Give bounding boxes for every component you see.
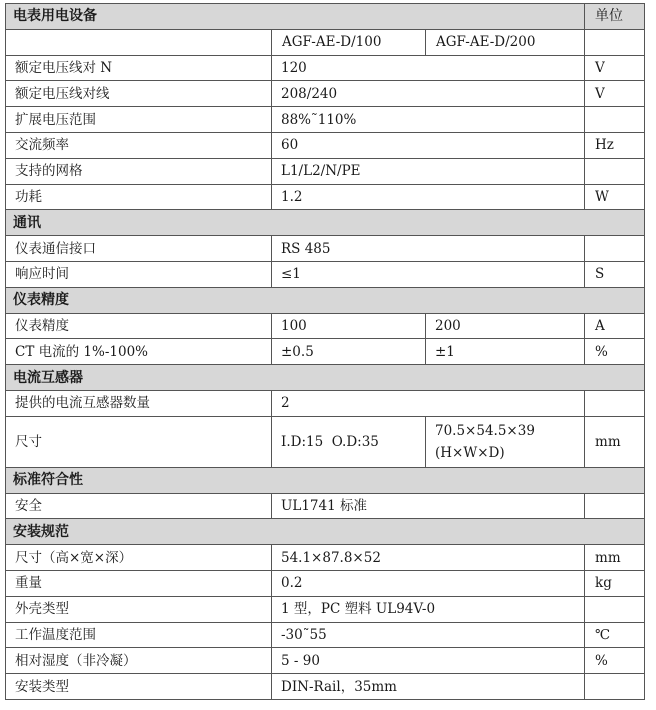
row-value: L1/L2/N/PE: [272, 158, 585, 184]
row-unit: [585, 493, 645, 519]
row-value: 5 - 90: [272, 648, 585, 674]
section-title: 电表用电设备: [6, 4, 585, 30]
row-unit: %: [585, 648, 645, 674]
row-unit: ℃: [585, 622, 645, 648]
table-row: [6, 81, 645, 107]
unit-column-header: 单位: [585, 4, 645, 30]
row-label: 安装类型: [6, 674, 272, 700]
row-unit: mm: [585, 416, 645, 467]
empty-cell: [6, 29, 272, 55]
table-row: [6, 622, 645, 648]
table-row: [6, 236, 645, 262]
row-label: 工作温度范围: [6, 622, 272, 648]
row-unit: V: [585, 81, 645, 107]
model-name: AGF-AE-D/200: [426, 29, 585, 55]
section-title: 安装规范: [6, 519, 645, 545]
table-row: [6, 107, 645, 133]
row-label: 相对湿度（非冷凝）: [6, 648, 272, 674]
table-row: [6, 390, 645, 416]
table-row: [6, 648, 645, 674]
row-unit: [585, 236, 645, 262]
model-row: [6, 29, 645, 55]
table-row: [6, 545, 645, 571]
row-unit: [585, 390, 645, 416]
row-label: 功耗: [6, 184, 272, 210]
table-row: [6, 261, 645, 287]
row-value: ≤1: [272, 261, 585, 287]
dimension-line: 70.5×54.5×39: [435, 422, 535, 439]
row-value: 120: [272, 55, 585, 81]
section-title: 标准符合性: [6, 467, 645, 493]
spec-table: [5, 3, 645, 700]
model-name: AGF-AE-D/100: [272, 29, 426, 55]
section-header-electrical: [6, 4, 645, 30]
row-value: 54.1×87.8×52: [272, 545, 585, 571]
row-value: 2: [272, 390, 585, 416]
table-row: [6, 674, 645, 700]
row-value: 0.2: [272, 570, 585, 596]
row-label: 外壳类型: [6, 596, 272, 622]
row-value: 208/240: [272, 81, 585, 107]
row-value: 1.2: [272, 184, 585, 210]
section-header-comm: [6, 210, 645, 236]
row-unit: W: [585, 184, 645, 210]
row-value: UL1741 标准: [272, 493, 585, 519]
row-value: 1 型，PC 塑料 UL94V-0: [272, 596, 585, 622]
row-label: 仪表通信接口: [6, 236, 272, 262]
section-title: 通讯: [6, 210, 645, 236]
row-unit: V: [585, 55, 645, 81]
row-unit: [585, 674, 645, 700]
row-value-b: [426, 416, 585, 467]
row-label: 交流频率: [6, 132, 272, 158]
row-value-a: ±0.5: [272, 339, 426, 365]
row-unit: mm: [585, 545, 645, 571]
row-label: 安全: [6, 493, 272, 519]
table-row: [6, 570, 645, 596]
section-header-ct: [6, 365, 645, 391]
table-row: [6, 184, 645, 210]
empty-cell: [585, 29, 645, 55]
row-unit: [585, 107, 645, 133]
row-unit: Hz: [585, 132, 645, 158]
row-label: 仪表精度: [6, 313, 272, 339]
row-value: 88%˜110%: [272, 107, 585, 133]
row-value: DIN-Rail，35mm: [272, 674, 585, 700]
table-row: [6, 313, 645, 339]
row-label: CT 电流的 1%-100%: [6, 339, 272, 365]
row-value: 60: [272, 132, 585, 158]
dimension-note: (H×W×D): [435, 444, 505, 461]
section-title: 电流互感器: [6, 365, 645, 391]
row-label: 响应时间: [6, 261, 272, 287]
table-row: [6, 158, 645, 184]
row-unit: [585, 596, 645, 622]
row-label: 尺寸（高×宽×深）: [6, 545, 272, 571]
row-value-a: 100: [272, 313, 426, 339]
table-row: [6, 55, 645, 81]
row-label: 支持的网格: [6, 158, 272, 184]
row-value-b: ±1: [426, 339, 585, 365]
row-label: 尺寸: [6, 416, 272, 467]
table-row: [6, 493, 645, 519]
row-unit: kg: [585, 570, 645, 596]
table-row: [6, 132, 645, 158]
section-header-standard: [6, 467, 645, 493]
row-unit: S: [585, 261, 645, 287]
row-label: 额定电压线对 N: [6, 55, 272, 81]
row-unit: A: [585, 313, 645, 339]
row-unit: [585, 158, 645, 184]
section-header-accuracy: [6, 287, 645, 313]
row-label: 额定电压线对线: [6, 81, 272, 107]
row-value: RS 485: [272, 236, 585, 262]
section-title: 仪表精度: [6, 287, 645, 313]
row-unit: %: [585, 339, 645, 365]
row-label: 扩展电压范围: [6, 107, 272, 133]
table-row: [6, 416, 645, 467]
row-label: 重量: [6, 570, 272, 596]
row-label: 提供的电流互感器数量: [6, 390, 272, 416]
row-value: -30˜55: [272, 622, 585, 648]
section-header-install: [6, 519, 645, 545]
row-value-a: I.D:15 O.D:35: [272, 416, 426, 467]
row-value-b: 200: [426, 313, 585, 339]
table-row: [6, 339, 645, 365]
table-row: [6, 596, 645, 622]
